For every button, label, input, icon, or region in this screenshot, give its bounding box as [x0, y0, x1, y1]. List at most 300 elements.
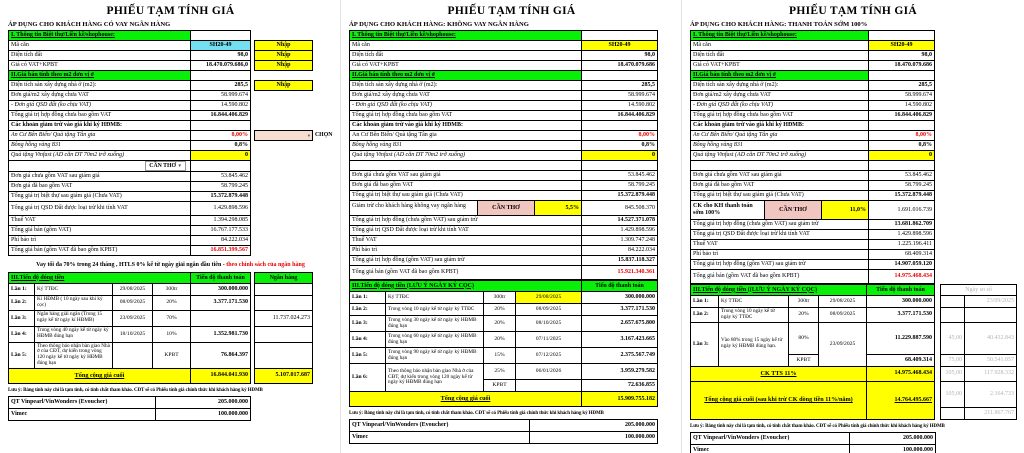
region-dropdown[interactable]: CẦN THƠ [477, 201, 534, 215]
field-value: 16.844.406.829 [191, 111, 251, 121]
installment-label: Lần 2: [9, 296, 35, 311]
spacer [941, 201, 965, 220]
empty-cell [869, 71, 935, 81]
spacer [255, 161, 313, 172]
installment-desc: Ngân hàng giải ngân (Trong 15 ngày kể từ ngày kí HĐMB) [35, 310, 113, 326]
spacer [658, 332, 676, 348]
payment-schedule-table [349, 280, 674, 407]
spacer [965, 250, 1017, 260]
installment-date: 18/10/2025 [113, 326, 153, 342]
spacer [941, 151, 965, 161]
field-value[interactable]: SH20-49 [582, 41, 658, 51]
discount-row [691, 201, 869, 220]
spacer [313, 284, 335, 296]
discount-label: Giảm trừ cho khách hàng không vay ngân hàng [352, 203, 466, 209]
field-label: Bông hồng vàng 831 [691, 141, 869, 151]
spacer [941, 111, 965, 121]
spacer [313, 41, 335, 51]
field-value: 0,8% [582, 141, 658, 151]
spacer [313, 310, 335, 326]
installment-date [113, 342, 153, 368]
page-title: PHIẾU TẠM TÍNH GIÁ [789, 5, 917, 17]
field-value: 53.845.462 [869, 171, 935, 181]
installment-date: 06/01/2026 [516, 364, 582, 380]
total-label: Tổng cộng giá cuối [350, 392, 582, 407]
spacer [965, 51, 1017, 61]
grey-days: 75,00 [941, 354, 965, 366]
spacer [658, 364, 676, 380]
installment-pct: 20% [789, 308, 819, 323]
field-value: 285,5 [869, 81, 935, 91]
field-value: 8,00% [869, 131, 935, 141]
installment-amount: 300.000.000 [582, 292, 658, 304]
installment-label: Lần 6: [350, 364, 386, 392]
spacer [255, 151, 313, 161]
voucher-label: QT Vinpearl/VinWonders (Evoucher) [350, 420, 530, 432]
discount-pct-input[interactable]: 5,5% [534, 201, 581, 215]
spacer [941, 181, 965, 191]
field-label: Thuế VAT [350, 236, 582, 246]
spacer [255, 202, 313, 216]
installment-label: Lần 1: [350, 292, 386, 304]
grey-amount: 2.164.733 [965, 381, 1017, 407]
installment-amount: 3.167.423.665 [582, 332, 658, 348]
grey-days: 105,00 [941, 366, 965, 381]
nhap-input-cell[interactable]: Nhập [255, 41, 313, 51]
installment-date: 23/09/2025 [819, 322, 867, 366]
field-label: Các khoản giảm trừ vào giá khi ký HĐMB: [350, 121, 582, 131]
info-table [690, 30, 1016, 284]
nhap-input-cell[interactable]: Nhập [255, 81, 313, 91]
voucher-value: 100.000.000 [530, 432, 658, 444]
field-value [869, 121, 935, 131]
info-table [349, 30, 674, 280]
spacer [658, 171, 676, 181]
voucher-label: QT Vinpearl/VinWonders (Evoucher) [691, 432, 850, 444]
spacer [658, 31, 676, 41]
bank-amount [255, 284, 313, 296]
grey-days: 105,00 [941, 381, 965, 407]
spacer [255, 226, 313, 236]
field-label: Giá có VAT+KPBT [9, 61, 191, 71]
note-text-red: theo chính sách của ngân hàng [226, 262, 305, 268]
bank-amount [255, 326, 313, 342]
schedule-grey-header: Ngày so sổ [941, 285, 1017, 296]
spacer [255, 111, 313, 121]
spacer [965, 161, 1017, 171]
field-value: SH20-49 [191, 41, 251, 51]
installment-date: 08/09/2025 [516, 304, 582, 316]
field-label: Mã căn [9, 41, 191, 51]
spacer [941, 161, 965, 171]
info-table [8, 30, 333, 256]
voucher-label: QT Vinpearl/VinWonders (Evoucher) [9, 396, 156, 408]
spacer [965, 131, 1017, 141]
installment-label: Lần 3: [350, 316, 386, 332]
field-value: 14.590.802 [869, 101, 935, 111]
spacer [313, 91, 335, 101]
field-label: Phí bảo trì [9, 236, 191, 246]
spacer [965, 61, 1017, 71]
spacer [658, 348, 676, 364]
panel-khong-vay-ngan-hang [341, 0, 682, 453]
section-header: II.Giá bán tính theo m2 đơn vị ở [691, 71, 869, 81]
installment-pct: 300tr [484, 292, 516, 304]
spacer [255, 216, 313, 226]
installment-pct: 20% [484, 304, 516, 316]
field-label: Tổng giá bán (gồm VAT đã bao gồm KPBT) [691, 270, 869, 284]
field-value[interactable]: 0 [869, 151, 935, 161]
grey-days [941, 296, 965, 308]
field-label: - Đơn giá QSD đất (ko chịu VAT) [691, 101, 869, 111]
panel-subtitle: ÁP DỤNG CHO KHÁCH HÀNG: KHÔNG VAY NGÂN HÀNG [349, 21, 529, 28]
installment-label: Lần 1: [691, 296, 719, 308]
spacer [941, 51, 965, 61]
installment-desc: Trong vòng 10 ngày kể từ ngày ký TTĐC [719, 308, 789, 323]
field-label: Đơn giá/m2 xây dựng chưa VAT [691, 91, 869, 101]
footnote: Lưu ý: Bảng tính này chỉ là tạm tính, có tính chất tham khảo. CĐT sẽ có Phiếu tính giá chính thức khi khách hàng ký HĐMB [349, 411, 604, 416]
nhap-input-cell[interactable]: Nhập [255, 61, 313, 71]
spacer [941, 230, 965, 240]
region-dropdown-row [9, 161, 191, 172]
field-value: 0,8% [191, 141, 251, 151]
chon-dropdown[interactable]: ▾ [255, 131, 313, 141]
total-label: CK TTS 11% [691, 366, 867, 381]
spacer [658, 246, 676, 256]
spacer [313, 172, 335, 182]
spacer [658, 51, 676, 61]
spacer [255, 101, 313, 111]
field-label: Giá có VAT+KPBT [691, 61, 869, 71]
voucher-table [690, 432, 1016, 453]
spacer [965, 201, 1017, 220]
installment-amount: 3.377.171.530 [867, 308, 935, 323]
empty-cell [869, 161, 935, 171]
field-value: 16.767.177.533 [191, 226, 251, 236]
field-value: 18.470.079.686,0 [191, 61, 251, 71]
installment-pct: 20% [484, 332, 516, 348]
spacer [255, 236, 313, 246]
field-label: Đơn giá chưa gồm VAT sau giảm giá [9, 172, 191, 182]
field-label: Mã căn [691, 41, 869, 51]
section-header: II.Giá bán tính theo m2 đơn vị ở [9, 71, 191, 81]
installment-amount: 3.377.171.530 [191, 296, 251, 311]
schedule-amount-header: Tiến độ thanh toán [582, 281, 658, 292]
spacer [313, 111, 335, 121]
total-bank-amount: 5.107.017.687 [255, 368, 313, 383]
footnote: Lưu ý: Bảng tính này chỉ là tạm tính, có tính chất tham khảo. CĐT sẽ có Phiếu tính giá chính thức khi khách hàng ký HĐMB [8, 387, 263, 393]
installment-desc: Trong vòng 10 ngày kể từ ngày ký TTĐC [386, 304, 484, 316]
field-label: Tổng giá trị biệt thự sau giảm giá (Chưa VAT) [350, 191, 582, 201]
spacer [255, 172, 313, 182]
spacer [941, 191, 965, 201]
field-label: Giá có VAT+KPBT [350, 61, 582, 71]
installment-desc: Trong vòng 90 ngày kể từ ngày ký HĐMB đúng hạn [386, 348, 484, 364]
spacer [313, 151, 335, 161]
spacer [658, 41, 676, 51]
field-value: 84.222.034 [191, 236, 251, 246]
spacer [941, 131, 965, 141]
loan-note [8, 261, 333, 269]
empty-cell [350, 161, 582, 171]
field-value [582, 121, 658, 131]
spacer [941, 260, 965, 270]
spacer [965, 260, 1017, 270]
field-value[interactable]: 0 [191, 151, 251, 161]
spacer [965, 230, 1017, 240]
spacer [313, 141, 335, 151]
spacer [255, 246, 313, 256]
spacer [658, 181, 676, 191]
field-value: 14.907.059.120 [869, 260, 935, 270]
spacer [941, 121, 965, 131]
field-label: Thuế VAT [9, 216, 191, 226]
spacer [941, 141, 965, 151]
field-value: 18.470.079.686 [582, 61, 658, 71]
field-value: 15.372.879.448 [869, 191, 935, 201]
grey-amount: 50.541.057 [965, 354, 1017, 366]
voucher-value: 205.000.000 [156, 396, 251, 408]
field-label: Tổng giá trị hợp đồng chưa bao gồm VAT [350, 111, 582, 121]
installment-pct: KPBT [789, 354, 819, 366]
spacer [313, 296, 335, 311]
installment-date: 08/09/2025 [819, 308, 867, 323]
spacer [658, 256, 676, 266]
spacer [313, 161, 335, 172]
discount-value: 845.508.370 [582, 201, 658, 216]
field-label: - Đơn giá QSD đất (ko chịu VAT) [9, 101, 191, 111]
spacer [255, 121, 313, 131]
installment-pct: 20% [153, 296, 191, 311]
field-value: 15.921.340.361 [582, 266, 658, 280]
spacer [965, 181, 1017, 191]
field-label: An Cư Bên Biển/ Quà tặng Tân gia [9, 131, 191, 141]
installment-desc: Trong vòng 40 ngày kể từ ngày ký HĐMB đúng hạn [35, 326, 113, 342]
field-value: 14.590.802 [191, 101, 251, 111]
installment-date [516, 380, 582, 392]
field-label: Tổng giá trị biệt thự sau giảm giá (Chưa VAT) [9, 192, 191, 202]
field-value: 98,0 [869, 51, 935, 61]
field-label: An Cư Bên Biển/ Quà tặng Tân gia [691, 131, 869, 141]
installment-amount: 3.959.279.582 [582, 364, 658, 380]
installment-desc: Theo thông báo nhận bàn giao Nhà ở của CĐT, dự kiến trong vòng 120 ngày kể từ ngày ký HĐMB đúng hạn [386, 364, 484, 392]
field-label: Bông hồng vàng 831 [9, 141, 191, 151]
spacer [965, 141, 1017, 151]
field-value: 14.590.802 [582, 101, 658, 111]
field-label: Đơn giá/m2 xây dựng chưa VAT [9, 91, 191, 101]
spacer [658, 141, 676, 151]
field-label: Tổng giá bán (gồm VAT đã bao gồm KPBT) [9, 246, 191, 256]
voucher-value: 100.000.000 [850, 444, 936, 453]
spacer [941, 41, 965, 51]
field-label: Tổng giá trị hợp đồng (chưa gồm VAT) sau giảm trừ [350, 216, 582, 226]
total-label: Tổng cộng giá cuối [9, 368, 191, 383]
spacer [941, 250, 965, 260]
spacer [658, 304, 676, 316]
spacer [255, 192, 313, 202]
spacer [941, 270, 965, 284]
field-label: Phí bảo trì [691, 250, 869, 260]
spacer [313, 71, 335, 81]
field-label: Tổng giá trị hợp đồng (chưa gồm VAT) sau giảm trừ [691, 220, 869, 230]
spacer [658, 380, 676, 392]
spacer [658, 151, 676, 161]
spacer [313, 226, 335, 236]
field-label: Quà tặng Vinfast (AD căn DT 70m2 trở xuống) [350, 151, 582, 161]
nhap-input-cell[interactable]: Nhập [255, 51, 313, 61]
region-dropdown[interactable]: CẦN THƠ [764, 201, 821, 219]
installment-amount: 11.229.887.590 [867, 322, 935, 354]
field-value: 84.222.034 [582, 246, 658, 256]
field-label: Tổng giá trị QSD Đất được loại trừ khi tính VAT [350, 226, 582, 236]
empty-cell [191, 31, 251, 41]
empty-cell [191, 71, 251, 81]
spacer [965, 71, 1017, 81]
spacer [941, 71, 965, 81]
spacer [313, 326, 335, 342]
spacer [965, 151, 1017, 161]
grey-amount [965, 308, 1017, 323]
spacer [941, 91, 965, 101]
grey-days [941, 407, 965, 419]
voucher-label: Vimec [691, 444, 850, 453]
bank-amount: 11.737.024.273 [255, 310, 313, 326]
field-label: Phí bảo trì [350, 246, 582, 256]
field-value: 16.851.399.567 [191, 246, 251, 256]
panel-thanh-toan-som-100 [682, 0, 1023, 453]
spacer [965, 91, 1017, 101]
field-value: 0,8% [869, 141, 935, 151]
voucher-value: 100.000.000 [156, 408, 251, 420]
spacer [313, 51, 335, 61]
spacer [658, 216, 676, 226]
spacer [941, 31, 965, 41]
field-label: Diện tích sàn xây dựng nhà ở (m2): [350, 81, 582, 91]
section-header: I. Thông tin Biệt thự/Liền kề/shophouse: [691, 31, 869, 41]
field-value[interactable]: 0 [582, 151, 658, 161]
installment-amount: 3.377.171.530 [582, 304, 658, 316]
spacer [313, 216, 335, 226]
grey-amount: 117.928.332 [965, 366, 1017, 381]
total-amount: 16.844.041.930 [191, 368, 251, 383]
section-header: I. Thông tin Biệt thự/Liền kề/shophouse: [9, 31, 191, 41]
installment-label: Lần 4: [350, 332, 386, 348]
field-value: 16.844.406.829 [869, 111, 935, 121]
spacer [313, 192, 335, 202]
installment-label: Lần 5: [9, 342, 35, 368]
spacer [965, 171, 1017, 181]
field-label: Các khoản giảm trừ vào giá khi ký HĐMB: [691, 121, 869, 131]
field-value: 58.799.245 [869, 181, 935, 191]
installment-desc: Trong vòng 30 ngày kể từ ngày ký HĐMB đúng hạn [386, 316, 484, 332]
field-value: 15.837.118.327 [582, 256, 658, 266]
installment-amount: 300.000.000 [867, 296, 935, 308]
section-header: II.Giá bán tính theo m2 đơn vị ở [350, 71, 582, 81]
field-value: 8,00% [191, 131, 251, 141]
field-value[interactable]: SH20-49 [869, 41, 935, 51]
field-label: Tổng giá trị QSD Đất được loại trừ khi tính VAT [691, 230, 869, 240]
panel-co-vay-ngan-hang [0, 0, 341, 453]
discount-value: 1.691.016.739 [869, 201, 935, 220]
schedule-amount-header: Tiến độ thanh toán [191, 273, 251, 284]
chon-label: CHỌN [313, 131, 335, 141]
field-label: - Đơn giá QSD đất (ko chịu VAT) [350, 101, 582, 111]
spacer [965, 101, 1017, 111]
field-value: 8,00% [582, 131, 658, 141]
field-value: 1.394.298.085 [191, 216, 251, 226]
spacer [658, 292, 676, 304]
panel-subtitle: ÁP DỤNG CHO KHÁCH HÀNG CÓ VAY NGÂN HÀNG [8, 21, 171, 28]
spacer [658, 201, 676, 216]
field-label: Tổng giá trị QSD Đất được loại trừ khi tính VAT [9, 202, 191, 216]
grey-amount: 211.867.767 [965, 407, 1017, 419]
installment-desc: Trong vòng 60 ngày kể từ ngày ký HĐMB đúng hạn [386, 332, 484, 348]
installment-date: 08/10/2025 [516, 316, 582, 332]
spacer [313, 101, 335, 111]
spacer [941, 220, 965, 230]
field-value: 14.975.468.434 [869, 270, 935, 284]
field-label: Quà tặng Vinfast (AD căn DT 70m2 trở xuống) [691, 151, 869, 161]
installment-pct: 80% [789, 322, 819, 354]
installment-label: Lần 3: [9, 310, 35, 326]
field-value: 58.999.674 [191, 91, 251, 101]
voucher-table [349, 419, 674, 444]
field-value: 15.372.879.448 [191, 192, 251, 202]
installment-label: Lần 1: [9, 284, 35, 296]
chevron-down-icon: ▼ [177, 163, 182, 168]
field-label: Tổng giá trị hợp đồng (gồm VAT) sau giảm trừ [691, 260, 869, 270]
installment-pct: 300tr [153, 284, 191, 296]
grey-amount: 40.432.843 [965, 322, 1017, 354]
field-value: 285,5 [582, 81, 658, 91]
field-value: 58.799.245 [191, 182, 251, 192]
spacer [313, 246, 335, 256]
installment-pct: 20% [484, 316, 516, 332]
region-dropdown[interactable]: CẦN THƠ ▼ [145, 161, 186, 171]
note-text: Vay tối đa 70% trong 24 tháng , HTLS 0% kể từ ngày giải ngân đầu tiên - [36, 262, 227, 268]
field-value: 53.845.462 [582, 171, 658, 181]
spacer [313, 342, 335, 368]
installment-amount: 76.864.397 [191, 342, 251, 368]
spacer [658, 111, 676, 121]
discount-label: CK cho KH thanh toán sớm 100% [693, 203, 753, 216]
installment-date: 23/09/2025 [113, 310, 153, 326]
schedule-title: III.Tiến độ đóng tiền (LƯU Ý NGÀY KÝ CỌC) [350, 281, 582, 292]
spacer [965, 41, 1017, 51]
empty-cell [691, 161, 869, 171]
total-amount: 14.764.495.667 [867, 381, 935, 419]
spacer [941, 171, 965, 181]
discount-pct-input[interactable]: 11,0% [821, 201, 868, 219]
installment-label: Lần 2: [350, 304, 386, 316]
field-value: 13.681.862.709 [869, 220, 935, 230]
installment-pct: KPBT [484, 380, 516, 392]
empty-cell [582, 31, 658, 41]
grey-days: 45,00 [941, 322, 965, 354]
installment-date[interactable]: 29/08/2025 [516, 292, 582, 304]
installment-desc: Kí HĐMB ( 10 ngày sau khi ký cọc) [35, 296, 113, 311]
spacer [965, 111, 1017, 121]
installment-label: Lần 5: [350, 348, 386, 364]
field-label: Bông hồng vàng 831 [350, 141, 582, 151]
installment-pct: 70% [153, 310, 191, 326]
field-label: Thuế VAT [691, 240, 869, 250]
panel-subtitle: ÁP DỤNG CHO KHÁCH HÀNG: THANH TOÁN SỚM 100% [690, 21, 868, 28]
spacer [255, 91, 313, 101]
page-title: PHIẾU TẠM TÍNH GIÁ [447, 5, 576, 17]
voucher-table [8, 396, 333, 421]
spacer [658, 266, 676, 280]
